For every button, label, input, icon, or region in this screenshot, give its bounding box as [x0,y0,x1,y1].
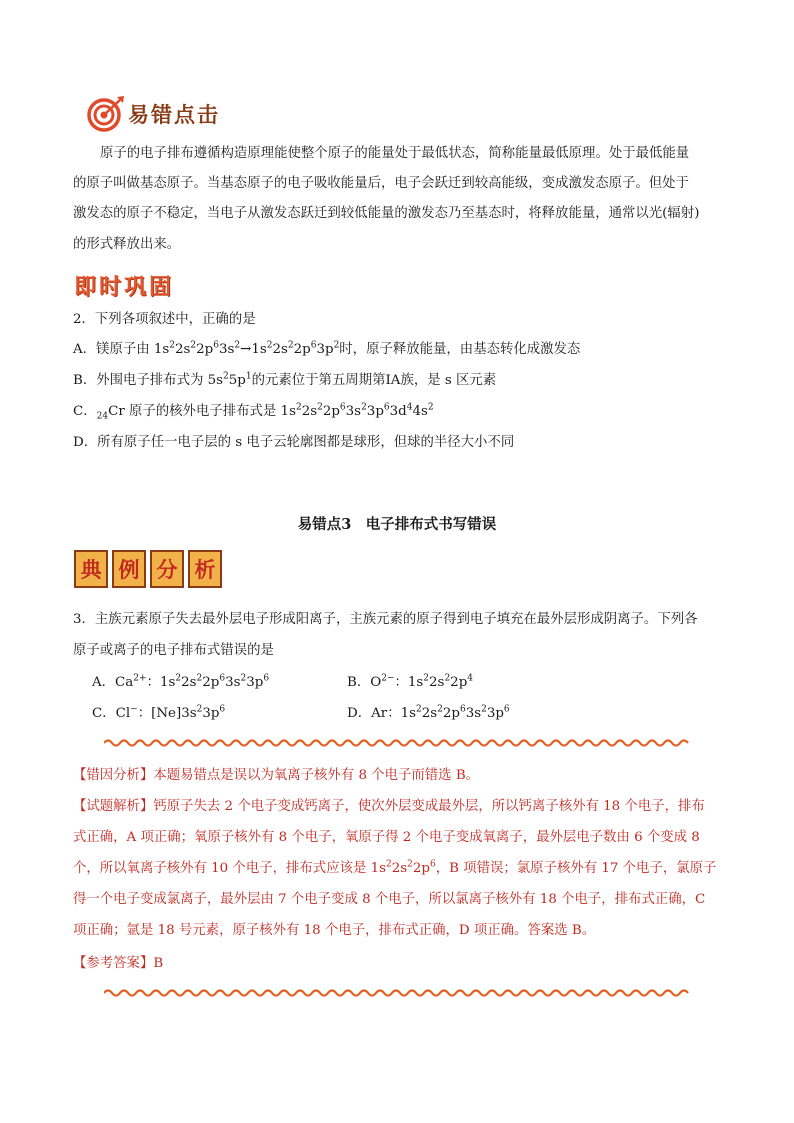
q3-option-c: C．Cl−：$[Ne]3s^23p^6$ [92,704,226,721]
reference-answer: 【参考答案】B [73,956,164,971]
banner-yicuo-label: 易错点击 [128,103,220,127]
banner-dianli-char-3: 分 [150,550,184,588]
solution-line-3: 个，所以氧离子核外有 10 个电子，排布式应该是 $1s^22s^22p^6$，B 项错误；氯原子核外有 17 个电子，氯原子 [73,859,717,876]
wavy-divider-top [104,738,690,748]
banner-dianli-char-2: 例 [112,550,146,588]
solution-line-4: 得一个电子变成氯离子，最外层由 7 个电子变成 8 个电子，所以氯离子核外有 18 个电子，排布式正确，C [73,892,706,907]
solution-line-1: 【试题解析】钙原子失去 2 个电子变成钙离子，使次外层变成最外层，所以钙离子核外有 18 个电子，排布 [73,799,705,814]
q3-stem-line-1: 3．主族元素原子失去最外层电子形成阳离子，主族元素的原子得到电子填充在最外层形成阴离子。下列各 [73,612,698,627]
q3-stem-line-2: 原子或离子的电子排布式错误的是 [73,643,274,658]
q2-option-b: B．外围电子排布式为 $5s^25p^1$的元素位于第五周期第ⅠA族，是 s 区元素 [73,371,497,388]
wavy-divider-bottom [104,988,690,998]
q3-option-d: D．Ar：$1s^22s^22p^63s^23p^6$ [347,704,510,721]
explanation-line-2: 的原子叫做基态原子。当基态原子的电子吸收能量后，电子会跃迁到较高能级，变成激发态原子。但处于 [73,176,689,191]
explanation-line-4: 的形式释放出来。 [73,237,181,252]
explanation-line-3: 激发态的原子不稳定，当电子从激发态跃迁到较低能量的激发态乃至基态时，将释放能量，通常以光(辐射) [73,206,700,221]
q2-option-c: C．$_{24}$Cr 原子的核外电子排布式是 $1s^22s^22p^63s^23p^63d^44s^2$ [73,402,434,422]
banner-dianli-char-4: 析 [188,550,222,588]
q2-option-a: A．镁原子由 $1s^22s^22p^63s^2\to 1s^22s^22p^63p^2$时，原子释放能量，由基态转化成激发态 [73,340,581,357]
q3-option-a: A．$Ca^{2+}$：$1s^22s^22p^63s^23p^6$ [92,673,270,690]
banner-jishi [74,271,174,299]
explanation-line-1: 原子的电子排布遵循构造原理能使整个原子的能量处于最低状态，简称能量最低原理。处于最低能量 [100,146,690,161]
banner-yicuo [86,92,220,136]
banner-jishi-label: 即时巩固 [74,274,175,300]
banner-dianli [74,549,222,589]
solution-line-2: 式正确，A 项正确；氧原子核外有 8 个电子，氧原子得 2 个电子变成氧离子，最外层电子数由 6 个变成 8 [73,830,700,845]
banner-dianli-char-1: 典 [74,550,108,588]
error-analysis: 【错因分析】本题易错点是误以为氧离子核外有 8 个电子而错选 B。 [73,768,480,783]
q2-stem: 2．下列各项叙述中，正确的是 [73,312,256,327]
target-icon [86,94,126,134]
q2-option-d: D．所有原子任一电子层的 s 电子云轮廓图都是球形，但球的半径大小不同 [73,435,515,450]
solution-line-5: 项正确；氩是 18 号元素，原子核外有 18 个电子，排布式正确，D 项正确。答案选 B。 [73,923,596,938]
section-title: 易错点3 电子排布式书写错误 [297,516,497,533]
q3-option-b: B．$O^{2-}$：$1s^22s^22p^4$ [347,673,473,690]
